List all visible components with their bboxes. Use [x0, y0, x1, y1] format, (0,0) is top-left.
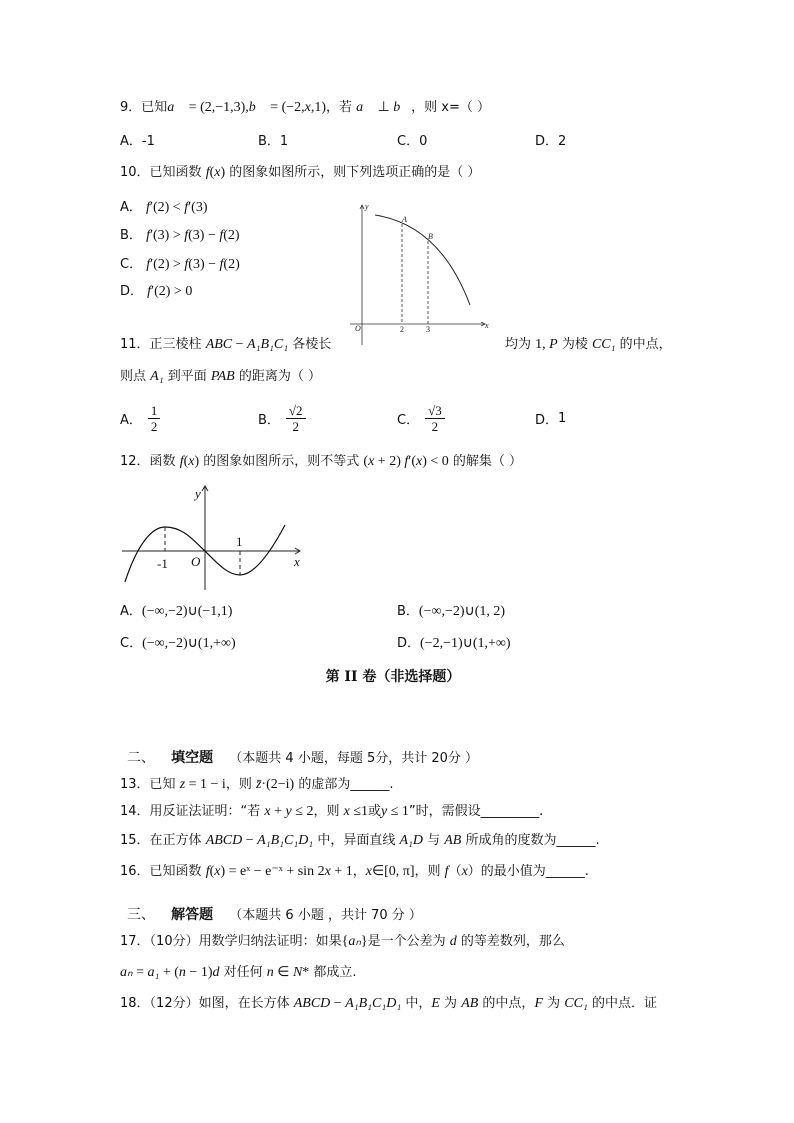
section-number: 二、	[127, 750, 155, 766]
math-segment: ,1)	[310, 100, 327, 115]
fraction-numerator: 1	[148, 403, 161, 419]
section-description: （本题共 4 小题，每题 5分，共计 20分 ）	[229, 751, 479, 766]
fraction	[148, 403, 161, 434]
point-b-label: B	[428, 232, 433, 241]
text-segment: 的解集（ ）	[448, 454, 523, 469]
math-segment: ·(2−i)	[261, 777, 295, 792]
math-segment: f	[146, 200, 150, 215]
text-segment: ，则	[225, 777, 256, 792]
math-segment: f	[146, 257, 151, 272]
text-segment: ，	[352, 864, 366, 879]
text-segment: 或	[368, 804, 382, 819]
math-segment: + 2)	[374, 454, 405, 469]
math-segment: (	[183, 454, 189, 469]
math-segment: AB	[461, 996, 479, 1011]
text-segment: 13．已知	[120, 777, 180, 792]
q9-option-b: B．1	[258, 134, 289, 149]
section-two-heading	[127, 749, 478, 768]
math-segment: (2)	[223, 228, 240, 243]
math-segment: = (2,−1,3),	[185, 100, 249, 115]
section-title: 填空题	[171, 750, 214, 766]
text-segment: ，则	[313, 804, 344, 819]
math-segment: f	[179, 454, 184, 469]
text-segment: 的中点，	[615, 337, 672, 352]
text-segment: 16．已知函数	[120, 864, 206, 879]
y-axis-label: y	[195, 486, 201, 501]
text-segment: ，若	[326, 100, 357, 115]
math-segment: (	[209, 864, 215, 879]
option-label: D．	[535, 412, 559, 428]
q17-line1	[120, 933, 565, 951]
text-segment: 17．（10分）用数学归纳法证明：如果	[120, 934, 342, 949]
math-segment: A₁B₁C₁D₁	[257, 833, 314, 848]
math-segment: b⃗	[393, 100, 412, 115]
q17-line2	[120, 964, 357, 982]
math-segment: −	[242, 833, 258, 848]
section-description: （本题共 6 小题 ，共计 70 分 ）	[229, 908, 422, 923]
math-segment: = (−2,	[266, 100, 305, 115]
math-segment: A₁D	[399, 833, 423, 848]
text-segment: 均为	[505, 337, 536, 352]
tick-label-neg1: -1	[157, 556, 168, 571]
math-segment: }	[360, 934, 368, 949]
math-segment: ABCD	[205, 833, 243, 848]
text-segment: 18．（12分）如图，在长方体	[120, 996, 294, 1011]
math-segment: x	[214, 864, 221, 879]
part-two-title: 第 II 卷（非选择题）	[325, 669, 461, 685]
math-segment: ′(2) >	[150, 257, 185, 272]
math-segment: f	[147, 284, 152, 299]
math-segment: z	[179, 777, 186, 792]
text-segment: 中，	[401, 996, 432, 1011]
text-segment: 为棱	[557, 337, 592, 352]
q11-option-b	[258, 401, 306, 435]
math-segment: aₙ	[120, 965, 133, 980]
math-segment: x	[343, 804, 350, 819]
math-segment: A₁B₁C₁	[247, 337, 289, 352]
text-segment: 各棱长	[288, 337, 332, 352]
math-segment: x	[264, 804, 271, 819]
q12-option-a	[120, 603, 232, 621]
section-title: 解答题	[171, 907, 214, 923]
math-segment: =	[132, 965, 148, 980]
math-segment: f	[219, 257, 224, 272]
text-segment: 则点	[120, 369, 151, 384]
math-segment: ≤ 2	[291, 804, 314, 819]
math-segment: ≤ 1	[387, 804, 409, 819]
text-segment: 的图象如图所示，则不等式	[199, 454, 364, 469]
math-segment: (	[209, 165, 215, 180]
q11-option-a	[120, 401, 160, 435]
q12-function-graph	[118, 482, 308, 592]
q9-option-c: C．0	[397, 134, 428, 149]
tick-label-1: 1	[236, 534, 243, 549]
fraction	[286, 403, 306, 434]
option-label: A．	[120, 412, 142, 428]
q12-option-b	[397, 603, 505, 621]
text-segment: 的中点．证	[587, 996, 657, 1011]
math-segment: x	[304, 100, 311, 115]
q12-option-c	[120, 635, 236, 653]
tick-label-2: 2	[400, 325, 404, 334]
math-segment: ′(2) > 0	[151, 284, 193, 299]
fraction-numerator: √2	[286, 403, 306, 419]
text-segment: 15．在正方体	[120, 833, 206, 848]
math-segment: n	[266, 965, 274, 980]
math-segment: (	[363, 454, 369, 469]
q10-option-a	[120, 199, 208, 217]
q10-option-d	[120, 283, 192, 301]
math-segment: ⊥	[374, 100, 394, 115]
math-segment: f	[205, 864, 210, 879]
q9-option-a: A．-1	[120, 134, 155, 149]
fraction-denominator: 2	[292, 418, 299, 434]
math-segment: P	[549, 337, 558, 352]
origin-label: O	[355, 324, 361, 333]
math-segment: CC₁	[591, 337, 616, 352]
text-segment: 都成立.	[309, 965, 357, 980]
math-segment: (3) −	[188, 228, 220, 243]
text-segment: A．	[120, 604, 142, 619]
tick-label-3: 3	[426, 325, 430, 334]
text-segment: 11．正三棱柱	[120, 337, 206, 352]
math-segment: CC₁	[564, 996, 588, 1011]
text-segment: 的距离为（ ）	[234, 369, 321, 384]
q9-stem	[120, 99, 490, 117]
q10-option-c	[120, 256, 240, 274]
text-segment: 的中点，	[478, 996, 535, 1011]
q9-option-d: D．2	[535, 134, 567, 149]
text-segment: 中，异面直线	[313, 833, 400, 848]
math-segment: f	[205, 165, 210, 180]
q18	[120, 995, 657, 1013]
math-segment: (−∞,−2)∪(1,+∞)	[142, 636, 236, 651]
math-segment: + (	[159, 965, 179, 980]
math-segment: F	[534, 996, 543, 1011]
math-segment: A₁	[150, 369, 164, 384]
math-segment: +	[270, 804, 286, 819]
text-segment: 对任何	[219, 965, 267, 980]
q11-stem-line1-cont	[505, 336, 672, 354]
text-segment: D．	[397, 636, 421, 651]
q14	[120, 803, 543, 821]
math-segment: )	[220, 165, 226, 180]
math-segment: y	[285, 804, 292, 819]
fraction-denominator: 2	[431, 418, 439, 434]
q12-option-d	[397, 635, 511, 653]
text-segment: 14．用反证法证明：“若	[120, 804, 265, 819]
math-segment: )	[194, 454, 200, 469]
x-axis-label: x	[485, 321, 489, 330]
math-segment: −	[232, 337, 248, 352]
math-segment: E	[431, 996, 440, 1011]
math-segment: ∈[0, π]	[371, 864, 415, 879]
math-segment: x	[188, 454, 195, 469]
math-segment: f	[184, 228, 189, 243]
option-label: C．	[397, 412, 420, 428]
math-segment: x	[368, 454, 375, 469]
text-segment: 10．已知函数	[120, 165, 206, 180]
q10-stem	[120, 164, 480, 182]
math-segment: y	[381, 804, 388, 819]
text-segment: C．	[120, 636, 143, 651]
math-segment: = 1 − i	[185, 777, 226, 792]
math-segment: ′(3) >	[149, 228, 185, 243]
text-segment: 是一个公差为	[367, 934, 450, 949]
q11-stem-line1	[120, 336, 331, 354]
math-segment: a₁	[147, 965, 160, 980]
math-segment: z̄	[255, 777, 262, 792]
math-segment: x	[461, 864, 468, 879]
math-segment: f	[184, 257, 189, 272]
math-segment: N	[292, 965, 303, 980]
math-segment: f	[146, 228, 150, 243]
text-segment: B．	[120, 228, 147, 243]
math-segment: A₁B₁C₁D₁	[345, 996, 402, 1011]
math-segment: ) = eˣ − e⁻ˣ + sin 2	[220, 864, 325, 879]
math-segment: *	[302, 965, 310, 980]
math-segment: − 1)	[185, 965, 213, 980]
text-segment: B．	[397, 604, 419, 619]
text-segment: D．	[120, 284, 148, 299]
q10-function-graph	[345, 200, 495, 350]
text-segment: ）的最小值为______.	[467, 864, 589, 879]
math-segment: x	[415, 454, 423, 469]
math-segment: 1,	[535, 337, 550, 352]
text-segment: 的等差数列，那么	[456, 934, 565, 949]
math-segment: + 1	[330, 864, 353, 879]
math-segment: f	[219, 228, 224, 243]
point-a-label: A	[402, 215, 407, 224]
text-segment: C．	[120, 257, 147, 272]
text-segment: 为	[439, 996, 462, 1011]
section-three-heading	[127, 906, 422, 925]
text-segment: 到平面	[163, 369, 211, 384]
y-axis-label: y	[365, 202, 369, 211]
math-segment: ) < 0	[422, 454, 449, 469]
text-segment: 为	[543, 996, 565, 1011]
text-segment: ”时，需假设_________.	[408, 804, 544, 819]
text-segment: ，则 x=（ ）	[411, 100, 491, 115]
math-segment: ≤1	[349, 804, 368, 819]
text-segment: ，则	[414, 864, 445, 879]
math-segment: ′(2) <	[149, 200, 185, 215]
x-axis-label: x	[294, 554, 300, 569]
q15	[120, 832, 600, 850]
math-segment: d	[449, 934, 457, 949]
math-segment: f	[404, 454, 409, 469]
fraction-denominator: 2	[150, 418, 158, 434]
section-number: 三、	[127, 907, 155, 923]
origin-label: O	[191, 554, 201, 569]
text-segment: A．	[120, 200, 147, 215]
text-segment: 12．函数	[120, 454, 180, 469]
math-segment: (−∞,−2)∪(−1,1)	[141, 604, 233, 619]
math-segment: aₙ	[348, 934, 361, 949]
function-curve	[375, 215, 470, 305]
math-segment: x	[365, 864, 372, 879]
q10-option-b	[120, 227, 240, 245]
math-segment: (2)	[223, 257, 240, 272]
text-segment: （	[448, 864, 462, 879]
math-segment: ∈	[273, 965, 293, 980]
text-segment: 的图象如图所示，则下列选项正确的是（ ）	[225, 165, 481, 180]
math-segment: ′(3)	[188, 200, 208, 215]
math-segment: f	[444, 864, 449, 879]
text-segment: 所成角的度数为______.	[461, 833, 600, 848]
math-segment: f	[184, 200, 189, 215]
math-segment: ABC	[205, 337, 233, 352]
text-segment: 9．已知	[120, 100, 168, 115]
math-segment: n	[178, 965, 186, 980]
math-segment: ′(	[408, 454, 416, 469]
math-segment: −	[330, 996, 346, 1011]
option-value: 1	[558, 410, 567, 426]
math-segment: b⃗	[248, 100, 267, 115]
math-segment: {	[341, 934, 349, 949]
math-segment: (−2,−1)∪(1,+∞)	[420, 636, 511, 651]
math-segment: x	[324, 864, 331, 879]
math-segment: ABCD	[293, 996, 331, 1011]
option-label: B．	[258, 412, 280, 428]
text-segment: 的虚部为______.	[294, 777, 394, 792]
math-segment: (3) −	[188, 257, 220, 272]
q12-stem	[120, 453, 522, 471]
fraction	[425, 403, 445, 434]
math-segment: a⃗	[167, 100, 186, 115]
math-segment: d	[212, 965, 220, 980]
q16	[120, 863, 589, 881]
q13	[120, 776, 393, 794]
q11-option-c	[397, 401, 445, 435]
q11-option-d	[535, 401, 566, 435]
q11-stem-line2	[120, 368, 321, 386]
fraction-numerator: √3	[425, 403, 445, 419]
math-segment: PAB	[210, 369, 235, 384]
math-segment: (−∞,−2)∪(1, 2)	[418, 604, 506, 619]
math-segment: x	[214, 165, 221, 180]
math-segment: AB	[444, 833, 462, 848]
math-segment: a⃗	[356, 100, 375, 115]
text-segment: 与	[422, 833, 445, 848]
